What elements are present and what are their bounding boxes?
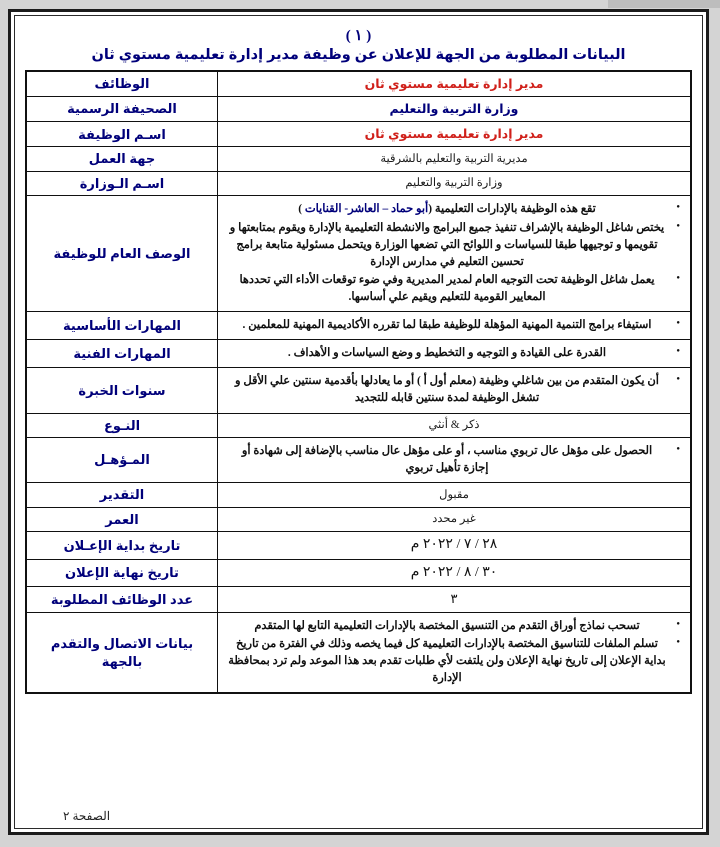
grade-label: التقدير [26, 483, 218, 508]
qualification-list [228, 443, 680, 477]
basic-skills-label: المهارات الأساسية [26, 312, 218, 340]
technical-skills-label: المهارات الفنية [26, 340, 218, 368]
general-description-value [218, 196, 692, 312]
age-label: العمر [26, 507, 218, 532]
table-row [26, 147, 691, 172]
table-row [26, 97, 691, 122]
table-row [26, 532, 691, 559]
list-item: ● تسحب نماذج أوراق التقدم من التنسيق المختصة بالإدارات التعليمية التابع لها المتقدم [228, 618, 680, 635]
ministry-name-value: وزارة التربية والتعليم [218, 171, 692, 196]
general-description-label: الوصف العام للوظيفة [26, 196, 218, 312]
job-announcement-table [25, 70, 692, 694]
ad-start-date-label: تاريخ بداية الإعـلان [26, 532, 218, 559]
scan-artifact [608, 0, 720, 8]
gender-value: ذكر & أنثي [218, 413, 692, 438]
general-description-list [228, 201, 680, 306]
list-item: ● يختص شاغل الوظيفة بالإشراف تنفيذ جميع البرامج والانشطة التعليمية بالإدارة ويقوم بمتابعتها و تقويمها و توجيهها طبقا للسياسات و اللوائح التي تضعها الوزارة ويتحمل مسئولية متابعة برامج تحسين التعليم في مدارس الإدارة [228, 220, 680, 271]
table-row [26, 612, 691, 693]
job-name-label: اسـم الوظيفة [26, 122, 218, 147]
years-experience-label: سنوات الخبرة [26, 368, 218, 413]
page-outer-border [8, 9, 709, 835]
table-row [26, 122, 691, 147]
years-experience-list [228, 373, 680, 407]
table-row [26, 483, 691, 508]
contact-and-application-value [218, 612, 692, 693]
technical-skills-list [228, 345, 680, 362]
table-row [26, 413, 691, 438]
table-row [26, 587, 691, 613]
contact-and-application-list [228, 618, 680, 687]
ad-end-date-value: ٣٠ / ٨ / ٢٠٢٢ م [218, 559, 692, 586]
page-title: البيانات المطلوبة من الجهة للإعلان عن وظيفة مدير إدارة تعليمية مستوي ثان [91, 47, 626, 63]
list-item: ● يعمل شاغل الوظيفة تحت التوجيه العام لمدير المديرية وفي ضوء توقعات الأداء التي تحددها المعايير القومية للتعليم ويقيم علي أساسها. [228, 272, 680, 306]
list-item: ● تسلم الملفات للتناسيق المختصة بالإدارات التعليمية كل فيما يخصه وذلك في الفترة من تاريخ بداية الإعلان إلى تاريخ نهاية الإعلان ولن يلتفت لأي طلبات تقدم بعد هذا الموعد ولم ترد بمحافظة الإدارة [228, 636, 680, 687]
age-value: غير محدد [218, 507, 692, 532]
official-gazette-value: وزارة التربية والتعليم [218, 97, 692, 122]
table-row [26, 368, 691, 413]
qualification-label: المـؤهـل [26, 438, 218, 483]
table-row [26, 196, 691, 312]
list-item: ● تقع هذه الوظيفة بالإدارات التعليمية (أبو حماد – العاشر- القنايات ) [228, 201, 680, 218]
footer-page-number: الصفحة ٢ [63, 809, 111, 823]
jobs-label: الوظائف [26, 71, 218, 97]
page-footer [25, 803, 692, 824]
technical-skills-value [218, 340, 692, 368]
table-row [26, 559, 691, 586]
job-name-value: مدير إدارة تعليمية مستوي ثان [218, 122, 692, 147]
basic-skills-value [218, 312, 692, 340]
gender-label: النـوع [26, 413, 218, 438]
table-row [26, 312, 691, 340]
required-jobs-count-value: ٣ [218, 587, 692, 613]
table-row [26, 507, 691, 532]
table-row [26, 340, 691, 368]
table-row [26, 171, 691, 196]
description-highlight: أبو حماد – العاشر- القنايات [304, 203, 429, 216]
basic-skills-list [228, 317, 680, 334]
ad-end-date-label: تاريخ نهاية الإعلان [26, 559, 218, 586]
table-row [26, 71, 691, 97]
list-item: ● الحصول على مؤهل عال تربوي مناسب ، أو على مؤهل عال مناسب بالإضافة إلى شهادة أو إجازة تأهيل تربوي [228, 443, 680, 477]
ad-start-date-value: ٢٨ / ٧ / ٢٠٢٢ م [218, 532, 692, 559]
ministry-name-label: اسـم الـوزارة [26, 171, 218, 196]
list-item: ● استيفاء برامج التنمية المهنية المؤهلة للوظيفة طبقا لما تقرره الأكاديمية المهنية للمعلمين . [228, 317, 680, 334]
list-item: ● القدرة على القيادة و التوجيه و التخطيط و وضع السياسات و الأهداف . [228, 345, 680, 362]
grade-value: مقبول [218, 483, 692, 508]
qualification-value [218, 438, 692, 483]
required-jobs-count-label: عدد الوظائف المطلوبة [26, 587, 218, 613]
jobs-value: مدير إدارة تعليمية مستوي ثان [218, 71, 692, 97]
work-entity-label: جهة العمل [26, 147, 218, 172]
years-experience-value [218, 368, 692, 413]
document-number: ( ١ ) [345, 28, 372, 44]
page-inner-border [14, 15, 703, 829]
table-row [26, 438, 691, 483]
list-item: ● أن يكون المتقدم من بين شاغلي وظيفة (معلم أول أ ) أو ما يعادلها بأقدمية سنتين علي الأقل و تشغل الوظيفة لمدة سنتين قابله للتجديد [228, 373, 680, 407]
contact-and-application-label: بيانات الاتصال والتقدم بالجهة [26, 612, 218, 693]
official-gazette-label: الصحيفة الرسمية [26, 97, 218, 122]
work-entity-value: مديرية التربية والتعليم بالشرقية [218, 147, 692, 172]
